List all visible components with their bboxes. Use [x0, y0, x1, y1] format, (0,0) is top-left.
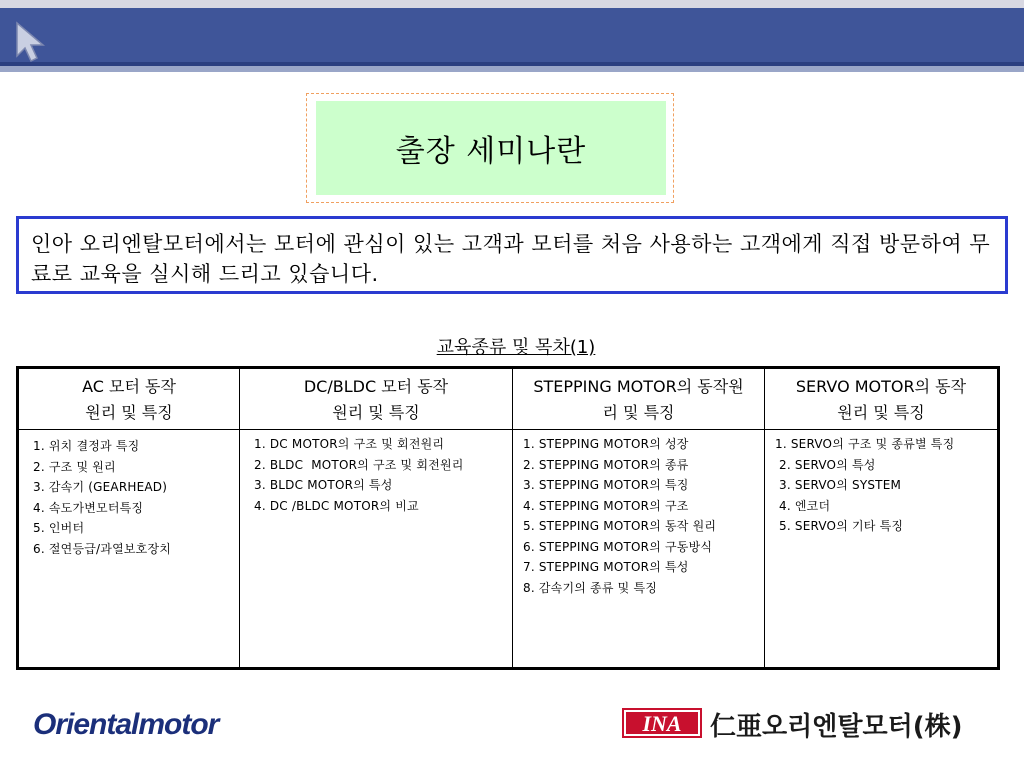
- column-header: STEPPING MOTOR의 동작원리 및 특징: [533, 377, 744, 422]
- table-caption: 교육종류 및 목차(1): [436, 337, 596, 358]
- list-item: 1. DC MOTOR의 구조 및 회전원리: [254, 437, 445, 451]
- body-cell-dc-bldc: [240, 430, 513, 667]
- list-item: 2. STEPPING MOTOR의 종류: [523, 457, 689, 472]
- list-item: 1. 위치 결정과 특징: [33, 439, 140, 453]
- orientalmotor-logo: Orientalmotor: [33, 708, 219, 741]
- list-item: 6. STEPPING MOTOR의 구동방식: [523, 539, 713, 554]
- column-header: SERVO MOTOR의 동작 원리 및 특징: [795, 377, 967, 422]
- body-cell-stepping: [513, 430, 765, 667]
- list-item: 4. 엔코더: [775, 498, 831, 513]
- list-item: 1. SERVO의 구조 및 종류별 특징: [775, 437, 955, 451]
- header-cell-servo: [765, 369, 997, 430]
- curriculum-table: [16, 366, 1000, 670]
- list-item: 8. 감속기의 종류 및 특징: [523, 580, 658, 595]
- header-cell-dc-bldc: [240, 369, 513, 430]
- body-cell-ac: [19, 430, 240, 667]
- header-bar: [0, 0, 1024, 72]
- list-item: 3. 감속기 (GEARHEAD): [33, 480, 168, 494]
- list-item: 5. SERVO의 기타 특징: [775, 519, 904, 533]
- list-item: 2. SERVO의 특성: [775, 457, 876, 472]
- list-item: 5. STEPPING MOTOR의 동작 원리: [523, 519, 717, 533]
- list-item: 5. 인버터: [33, 521, 85, 535]
- header-cell-ac: [19, 369, 240, 430]
- list-item: 3. SERVO의 SYSTEM: [775, 478, 902, 492]
- body-cell-servo: [765, 430, 997, 667]
- column-header: AC 모터 동작 원리 및 특징: [82, 377, 176, 422]
- ina-logo-text: INA: [642, 711, 682, 736]
- header-cell-stepping: [513, 369, 765, 430]
- list-item: 3. BLDC MOTOR의 특성: [254, 478, 393, 492]
- slide-title: 출장 세미나란: [316, 101, 666, 195]
- list-item: 6. 절연등급/과열보호장치: [33, 541, 172, 556]
- list-item: 4. STEPPING MOTOR의 구조: [523, 498, 689, 513]
- topic-list: [765, 430, 997, 537]
- list-item: 4. DC /BLDC MOTOR의 비교: [254, 498, 419, 513]
- list-item: 4. 속도가변모터특징: [33, 500, 144, 515]
- topic-list: [513, 430, 764, 598]
- topic-list: [240, 430, 512, 516]
- list-item: 3. STEPPING MOTOR의 특징: [523, 478, 689, 492]
- column-header: DC/BLDC 모터 동작 원리 및 특징: [303, 377, 449, 422]
- company-name: 仁亜오리엔탈모터(株): [710, 712, 963, 742]
- list-item: 1. STEPPING MOTOR의 성장: [523, 437, 689, 451]
- list-item: 2. 구조 및 원리: [33, 459, 116, 474]
- list-item: 7. STEPPING MOTOR의 특성: [523, 560, 689, 574]
- list-item: 2. BLDC MOTOR의 구조 및 회전원리: [254, 457, 464, 472]
- intro-text: 인아 오리엔탈모터에서는 모터에 관심이 있는 고객과 모터를 처음 사용하는 고객에게 직접 방문하여 무료로 교육을 실시해 드리고 있습니다.: [16, 216, 1008, 294]
- pointer-arrow-icon: [14, 20, 48, 64]
- topic-list: [19, 430, 239, 559]
- ina-logo: [622, 708, 702, 738]
